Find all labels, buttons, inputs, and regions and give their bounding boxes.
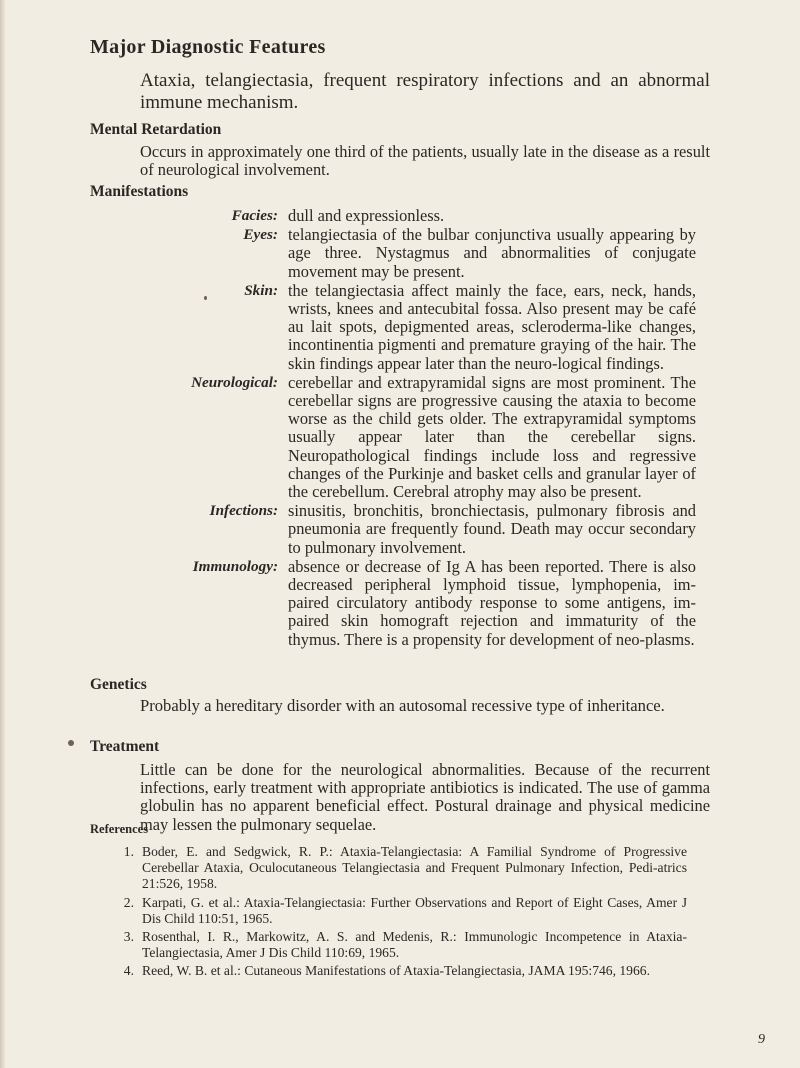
reference-item bbox=[90, 963, 710, 979]
mental-retardation-heading: Mental Retardation bbox=[90, 121, 222, 138]
treatment-heading: Treatment bbox=[90, 738, 160, 755]
manifestation-label: Neurological: bbox=[191, 373, 278, 391]
manifestation-neurological bbox=[90, 374, 710, 501]
manifestation-text: dull and expressionless. bbox=[288, 206, 445, 225]
reference-text: Rosenthal, I. R., Markowitz, A. S. and Medenis, R.: Immunologic Incompetence in Ataxia-Telangiectasia, Amer J Dis Child 110:69, 1965. bbox=[142, 929, 687, 961]
manifestation-facies bbox=[90, 207, 710, 225]
genetics-text: Probably a hereditary disorder with an autosomal recessive type of inheritance. bbox=[140, 696, 665, 715]
manifestation-label: Facies: bbox=[231, 207, 278, 224]
manifestation-eyes bbox=[90, 226, 710, 281]
manifestations-heading: Manifestations bbox=[90, 183, 189, 200]
reference-text: Karpati, G. et al.: Ataxia-Telangiectasia: Further Observations and Report of Eight Cases, Amer J Dis Child 110:51, 1965. bbox=[142, 894, 687, 926]
genetics-heading: Genetics bbox=[90, 676, 147, 693]
ink-speck bbox=[68, 740, 74, 746]
manifestation-text: sinusitis, bronchitis, bronchiectasis, pulmonary fibrosis and pneumonia are frequently found. Death may occur secondary to pulmonary involvement. bbox=[288, 501, 696, 557]
manifestation-immunology bbox=[90, 558, 710, 649]
references-section bbox=[90, 822, 710, 982]
manifestation-infections bbox=[90, 502, 710, 557]
manifestation-text: cerebellar and extrapyramidal signs are most prominent. The cerebellar signs are progressive causing the ataxia to become worse as the child gets older. The extrapyramidal symptoms usually appear later than the cerebellar signs. Neuropathological findings include loss and regressive changes of the Purkinje and basket cells and granular layer of the cerebellum. Cerebral atrophy may also be present. bbox=[288, 372, 696, 502]
manifestation-label: Infections: bbox=[209, 502, 278, 520]
manifestation-label: Eyes: bbox=[243, 226, 278, 244]
reference-item bbox=[90, 844, 710, 893]
page-heading: Major Diagnostic Features bbox=[90, 36, 326, 58]
manifestation-text: telangiectasia of the bulbar conjunctiva usually appearing by age three. Nystagmus and abnormalities of conjugate movement may be present. bbox=[288, 225, 696, 281]
page-edge-shadow bbox=[0, 0, 6, 1068]
manifestation-text: absence or decrease of Ig A has been reported. There is also decreased peripheral lymphoid tissue, lymphopenia, im-paired circulatory antibody response to some antigens, im-paired skin homograft rejection and immaturity of the thymus. There is a propensity for development of neo-plasms. bbox=[288, 556, 696, 649]
reference-number: 2. bbox=[123, 894, 134, 910]
reference-item bbox=[90, 895, 710, 927]
reference-item bbox=[90, 929, 710, 961]
manifestation-label: Skin: bbox=[244, 281, 278, 299]
references-heading: References bbox=[90, 822, 149, 836]
manifestations-list bbox=[90, 207, 710, 650]
mental-retardation-text: Occurs in approximately one third of the patients, usually late in the disease as a result of neurological involvement. bbox=[140, 142, 710, 180]
intro-paragraph: Ataxia, telangiectasia, frequent respiratory infections and an abnormal immune mechanism. bbox=[140, 70, 710, 113]
treatment-text: Little can be done for the neurological abnormalities. Because of the recurrent infections, early treatment with appropriate antibiotics is indicated. The use of gamma globulin has no apparent beneficial effect. Postural drainage and physical medicine may lessen the pulmonary sequelae. bbox=[140, 760, 710, 834]
manifestation-label: Immunology: bbox=[192, 557, 278, 575]
ink-speck bbox=[204, 296, 207, 300]
reference-number: 3. bbox=[123, 929, 134, 945]
manifestation-skin bbox=[90, 282, 710, 373]
reference-number: 4. bbox=[123, 963, 134, 979]
reference-text: Reed, W. B. et al.: Cutaneous Manifestations of Ataxia-Telangiectasia, JAMA 195:746, 1966. bbox=[142, 963, 650, 979]
manifestation-text: the telangiectasia affect mainly the face, ears, neck, hands, wrists, knees and antecubital fossa. Also present may be café au lait spots, depigmented areas, scleroderma-like changes, incontinentia pigmenti and premature graying of the hair. The skin findings appear later than the neuro-logical findings. bbox=[288, 280, 696, 373]
reference-text: Boder, E. and Sedgwick, R. P.: Ataxia-Telangiectasia: A Familial Syndrome of Progressive Cerebellar Ataxia, Oculocutaneous Telangiectasia and Frequent Pulmonary Infection, Pedi-atrics 21:526, 1958. bbox=[142, 844, 687, 892]
page-number: 9 bbox=[758, 1032, 765, 1047]
reference-number: 1. bbox=[123, 844, 134, 859]
